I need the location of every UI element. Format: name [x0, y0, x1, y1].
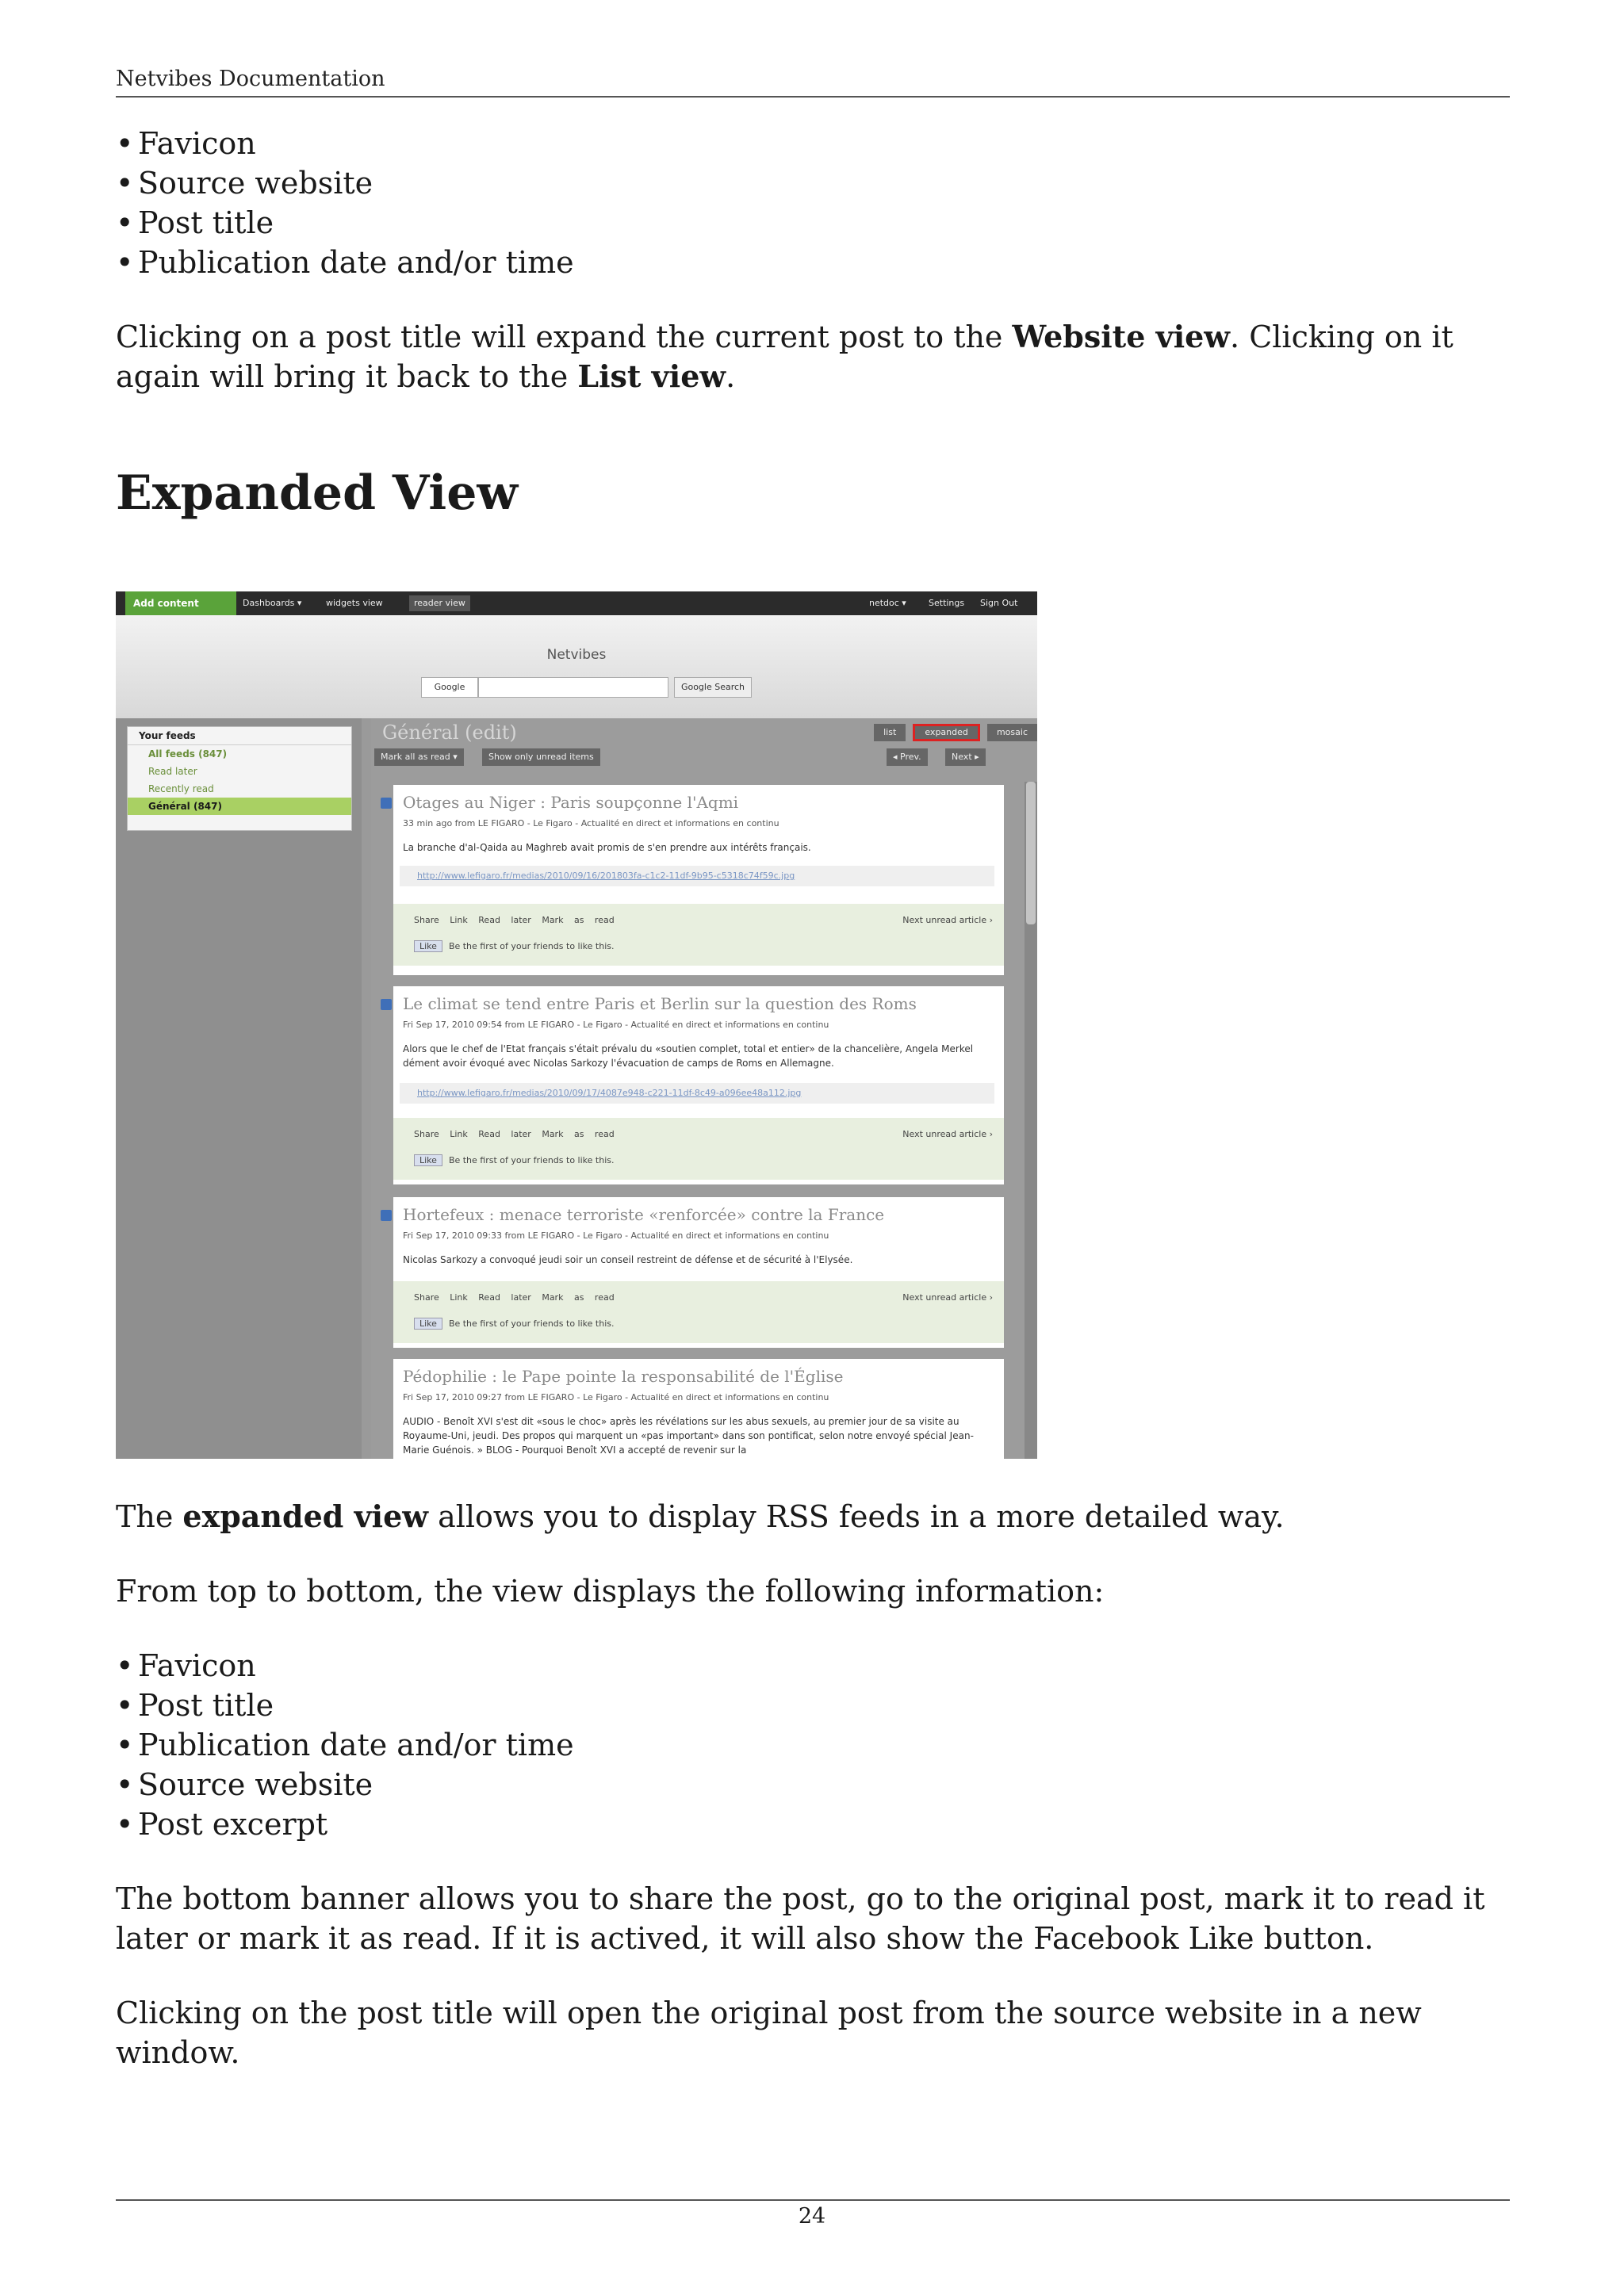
list-item: • Source website	[116, 1765, 1510, 1804]
paragraph-expanded-view	[116, 1497, 1510, 1536]
share-button[interactable]: Share	[414, 1292, 439, 1303]
like-button[interactable]: Like	[414, 1154, 442, 1166]
list-item: • Favicon	[116, 1646, 1510, 1686]
prev-button[interactable]: ◂ Prev.	[887, 748, 928, 766]
post-excerpt: Alors que le chef de l'Etat français s'était prévalu du «soutien complet, total et entier» de la chancelière, Angela Merkel dément avoir évoqué avec Nicolas Sarkozy l'évacuation de camps de Roms en Allemagne.	[403, 1043, 974, 1069]
favicon-icon	[381, 798, 392, 809]
article-card	[393, 785, 1004, 975]
share-actions[interactable]	[414, 1292, 615, 1303]
google-search-button[interactable]: Google Search	[674, 677, 752, 698]
post-excerpt: AUDIO - Benoît XVI s'est dit «sous le choc» après les révélations sur les abus sexuels, au premier jour de sa visite au Royaume-Uni, jeudi. Des propos qui marquent un «pas important» dans son pontificat, selon notre envoyé spécial Jean-Marie Guénois. » BLOG - Pourquoi Benoît XVI a accepté de revenir sur la	[403, 1416, 974, 1456]
paragraph-post-title: Clicking on the post title will open the original post from the source website in a new window.	[116, 1996, 1422, 2070]
post-link[interactable]: http://www.lefigaro.fr/medias/2010/09/16/201803fa-c1c2-11df-9b95-c5318c74f59c.jpg	[400, 866, 994, 886]
top-navigation-bar	[116, 591, 1037, 615]
sidebar-item-recently-read[interactable]: Recently read	[148, 783, 214, 794]
search-input[interactable]	[478, 677, 668, 698]
text-run: .	[726, 359, 736, 394]
list-item: • Publication date and/or time	[116, 1725, 1510, 1765]
bold-term: Website view	[1012, 319, 1231, 354]
post-title[interactable]: Pédophilie : le Pape pointe la responsabilité de l'Église	[403, 1367, 844, 1386]
reader-toolbar	[371, 748, 1037, 767]
list-item: • Publication date and/or time	[116, 243, 1510, 282]
post-excerpt: La branche d'al-Qaida au Maghreb avait promis de s'en prendre aux intérêts français.	[403, 842, 811, 853]
article-card	[393, 986, 1004, 1184]
paragraph-intro: From top to bottom, the view displays the following information:	[116, 1574, 1105, 1609]
mark-all-read-button[interactable]: Mark all as read ▾	[374, 748, 464, 766]
link-button[interactable]: Link	[450, 915, 468, 925]
read-later-button[interactable]: Read later	[478, 1129, 531, 1139]
feeds-box	[127, 726, 352, 831]
facebook-like	[414, 1154, 614, 1166]
paragraph-website-view	[116, 317, 1510, 396]
site-title: Netvibes	[546, 647, 607, 663]
list-item: • Source website	[116, 163, 1510, 203]
view-switcher	[871, 723, 1037, 742]
post-meta: Fri Sep 17, 2010 09:27 from LE FIGARO - Le Figaro - Actualité en direct et informations en continu	[403, 1392, 829, 1402]
footer-rule	[116, 2199, 1510, 2201]
tab-title: Général (edit)	[382, 721, 517, 744]
intro-bullet-list	[116, 124, 1510, 282]
post-meta: Fri Sep 17, 2010 09:33 from LE FIGARO - Le Figaro - Actualité en direct et informations en continu	[403, 1230, 829, 1241]
settings-link[interactable]: Settings	[929, 598, 965, 608]
mark-read-checkbox[interactable]: Mark as read	[542, 1129, 615, 1139]
favicon-icon	[381, 1210, 392, 1221]
list-view-button[interactable]: list	[874, 724, 906, 741]
bold-term: List view	[577, 358, 726, 394]
read-later-button[interactable]: Read later	[478, 1292, 531, 1303]
post-title[interactable]: Otages au Niger : Paris soupçonne l'Aqmi	[403, 793, 739, 812]
running-header: Netvibes Documentation	[116, 67, 1510, 98]
post-title[interactable]: Le climat se tend entre Paris et Berlin sur la question des Roms	[403, 994, 917, 1013]
widgets-view-tab[interactable]: widgets view	[326, 598, 383, 608]
list-item: • Post title	[116, 1686, 1510, 1725]
post-link[interactable]: http://www.lefigaro.fr/medias/2010/09/17/4087e948-c221-11df-8c49-a096ee48a112.jpg	[400, 1083, 994, 1104]
expanded-view-button[interactable]: expanded	[913, 724, 980, 741]
bold-term: expanded view	[182, 1498, 428, 1534]
show-unread-button[interactable]: Show only unread items	[482, 748, 600, 766]
feeds-header[interactable]: Your feeds	[128, 727, 351, 745]
mosaic-view-button[interactable]: mosaic	[987, 724, 1037, 741]
sidebar-item-general[interactable]: Général (847)	[128, 798, 351, 815]
expanded-view-screenshot	[116, 591, 1037, 1459]
text-run: The	[116, 1499, 183, 1534]
like-text: Be the first of your friends to like this.	[448, 1155, 615, 1165]
post-excerpt: Nicolas Sarkozy a convoqué jeudi soir un conseil restreint de défense et de sécurité à l'Elysée.	[403, 1254, 853, 1265]
post-title[interactable]: Hortefeux : menace terroriste «renforcée» contre la France	[403, 1205, 885, 1224]
article-action-bar	[393, 1118, 1004, 1180]
user-menu[interactable]: netdoc ▾	[869, 598, 906, 608]
article-card	[393, 1359, 1004, 1459]
facebook-like	[414, 940, 614, 952]
scrollbar[interactable]	[1025, 782, 1037, 1459]
text-run: Clicking on a post title will expand the current post to the	[116, 320, 1013, 354]
like-button[interactable]: Like	[414, 940, 442, 952]
next-unread-link[interactable]: Next unread article ›	[902, 1129, 993, 1139]
share-actions[interactable]	[414, 915, 615, 925]
reader-main-panel	[371, 718, 1037, 1459]
list-item: • Favicon	[116, 124, 1510, 163]
article-card	[393, 1197, 1004, 1348]
share-button[interactable]: Share	[414, 915, 439, 925]
search-band	[116, 615, 1037, 718]
expanded-bullet-list	[116, 1646, 1510, 1844]
paragraph-bottom-banner: The bottom banner allows you to share the post, go to the original post, mark it to read it later or mark it as read. If it is actived, it will also show the Facebook Like button.	[116, 1881, 1485, 1956]
like-button[interactable]: Like	[414, 1318, 442, 1330]
page-number: 24	[798, 2204, 826, 2229]
add-content-button[interactable]: Add content	[125, 591, 236, 615]
facebook-like	[414, 1318, 614, 1330]
post-meta: Fri Sep 17, 2010 09:54 from LE FIGARO - Le Figaro - Actualité en direct et informations en continu	[403, 1020, 829, 1030]
sidebar-item-read-later[interactable]: Read later	[148, 766, 197, 777]
list-item: • Post excerpt	[116, 1804, 1510, 1844]
reader-view-tab[interactable]: reader view	[409, 595, 470, 611]
like-text: Be the first of your friends to like this.	[448, 941, 615, 951]
like-text: Be the first of your friends to like this.	[448, 1318, 615, 1329]
share-actions[interactable]	[414, 1129, 615, 1139]
next-button[interactable]: Next ▸	[945, 748, 986, 766]
article-action-bar	[393, 904, 1004, 966]
google-logo: Google	[421, 677, 478, 698]
text-run: allows you to display RSS feeds in a more detailed way.	[428, 1499, 1285, 1534]
link-button[interactable]: Link	[450, 1129, 468, 1139]
scrollbar-thumb[interactable]	[1026, 782, 1036, 924]
feeds-sidebar	[116, 718, 362, 1459]
mark-read-checkbox[interactable]: Mark as read	[542, 1292, 615, 1303]
read-later-button[interactable]: Read later	[478, 915, 531, 925]
share-button[interactable]: Share	[414, 1129, 439, 1139]
next-unread-link[interactable]: Next unread article ›	[902, 915, 993, 925]
sidebar-item-all-feeds[interactable]: All feeds (847)	[148, 748, 228, 760]
link-button[interactable]: Link	[450, 1292, 468, 1303]
post-meta: 33 min ago from LE FIGARO - Le Figaro - Actualité en direct et informations en continu	[403, 818, 779, 828]
text-run: . Clicking on it again will bring it back to the	[116, 320, 1454, 394]
favicon-icon	[381, 999, 392, 1010]
mark-read-checkbox[interactable]: Mark as read	[542, 915, 615, 925]
article-action-bar	[393, 1281, 1004, 1343]
section-heading: Expanded View	[116, 465, 519, 521]
dashboards-menu[interactable]: Dashboards ▾	[243, 598, 302, 608]
list-item: • Post title	[116, 203, 1510, 243]
sign-out-link[interactable]: Sign Out	[980, 598, 1018, 608]
next-unread-link[interactable]: Next unread article ›	[902, 1292, 993, 1303]
